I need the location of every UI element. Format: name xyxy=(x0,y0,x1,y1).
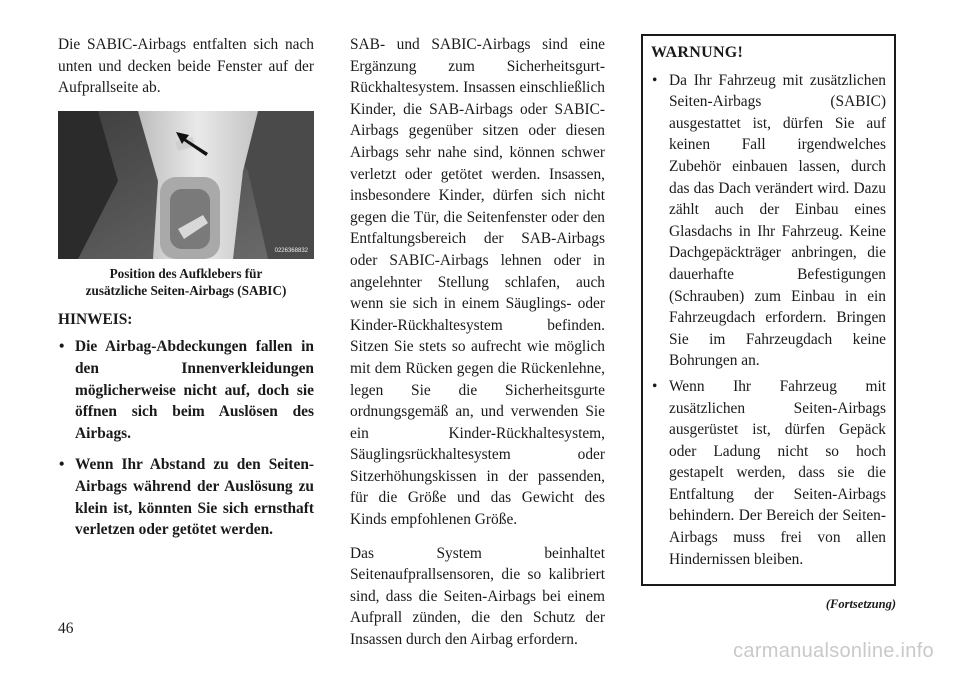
airbag-label-photo xyxy=(58,111,314,259)
caption-line: Position des Aufklebers für xyxy=(109,265,263,281)
body-paragraph: SAB- und SABIC-Airbags sind eine Ergänzung zum Sicherheitsgurt-Rückhaltesystem. Insassen einschließlich Kinder, die SAB-Airbags oder SABIC-Airbags gegenüber sitzen oder diesen Airbags sehr nahe sind, können schwer verletzt oder getötet werden. Insassen, insbesondere Kinder, dürfen sich nicht gegen die Tür, die Seitenfenster oder den Entfaltungsbereich der SAB-Airbags oder SABIC-Airbags lehnen oder in angelehnter Stellung schlafen, auch wenn sie sich in einem Säuglings- oder Kinder-Rückhaltesystem befinden. Sitzen Sie stets so aufrecht wie möglich mit dem Rücken gegen die Rückenlehne, legen Sie die Sicherheitsgurte ordnungsgemäß an, und verwenden Sie ein Kinder-Rückhaltesystem, Säuglingsrückhaltesystem oder Sitzerhöhungskissen in der passenden, für die Größe und das Gewicht des Kinds empfohlenen Größe. xyxy=(350,36,605,529)
note-item: • Wenn Ihr Abstand zu den Seiten-Airbags während der Auslösung zu klein ist, könnten Sie sich ernsthaft verletzen oder getötet werden. xyxy=(58,454,314,540)
warning-list xyxy=(651,70,886,571)
note-heading: HINWEIS: xyxy=(58,310,133,328)
watermark: carmanualsonline.info xyxy=(733,640,934,662)
column-left xyxy=(58,34,314,551)
pillar-illustration xyxy=(58,111,314,259)
warning-item: • Wenn Ihr Fahrzeug mit zusätzlichen Seiten-Airbags ausgerüstet ist, dürfen Gepäck oder Ladung nicht so hoch gestapelt werden, dass sie die Entfaltung der Seiten-Airbags behindern. Der Bereich der Seiten-Airbags muss frei von allen Hindernissen bleiben. xyxy=(651,376,886,570)
note-list xyxy=(58,336,314,540)
continued-label: (Fortsetzung) xyxy=(825,597,896,612)
page-number: 46 xyxy=(58,620,74,637)
intro-paragraph: Die SABIC-Airbags entfalten sich nach unten und decken beide Fenster auf der Aufprallseite ab. xyxy=(58,36,314,97)
caption-line: zusätzliche Seiten-Airbags (SABIC) xyxy=(85,282,287,298)
figure-caption xyxy=(58,265,314,299)
body-paragraph: Das System beinhaltet Seitenaufprallsensoren, die so kalibriert sind, dass die Seiten-Airbags bei einem Aufprall zünden, die den Schutz der Insassen durch den Airbag erfordern. xyxy=(350,544,605,649)
warning-box xyxy=(641,34,896,586)
warning-title: WARNUNG! xyxy=(651,44,744,61)
column-middle xyxy=(350,34,605,663)
note-item: • Die Airbag-Abdeckungen fallen in den Innenverkleidungen möglicherweise nicht auf, doch sie öffnen sich beim Auslösen des Airbags. xyxy=(58,336,314,444)
figure-code: 0226368832 xyxy=(274,247,308,254)
column-right xyxy=(641,34,896,616)
warning-item: • Da Ihr Fahrzeug mit zusätzlichen Seiten-Airbags (SABIC) ausgestattet ist, dürfen Sie auf keinen Fall irgendwelches Zubehör einbauen lassen, durch das das Dach verändert wird. Dazu zählt auch der Einbau eines Glasdachs in Ihr Fahrzeug. Keine Dachgepäckträger anbringen, die dauerhafte Befestigungen (Schrauben) zum Einbau in ein Fahrzeugdach erfordern. Bringen Sie im Fahrzeugdach keine Bohrungen an. xyxy=(651,70,886,372)
